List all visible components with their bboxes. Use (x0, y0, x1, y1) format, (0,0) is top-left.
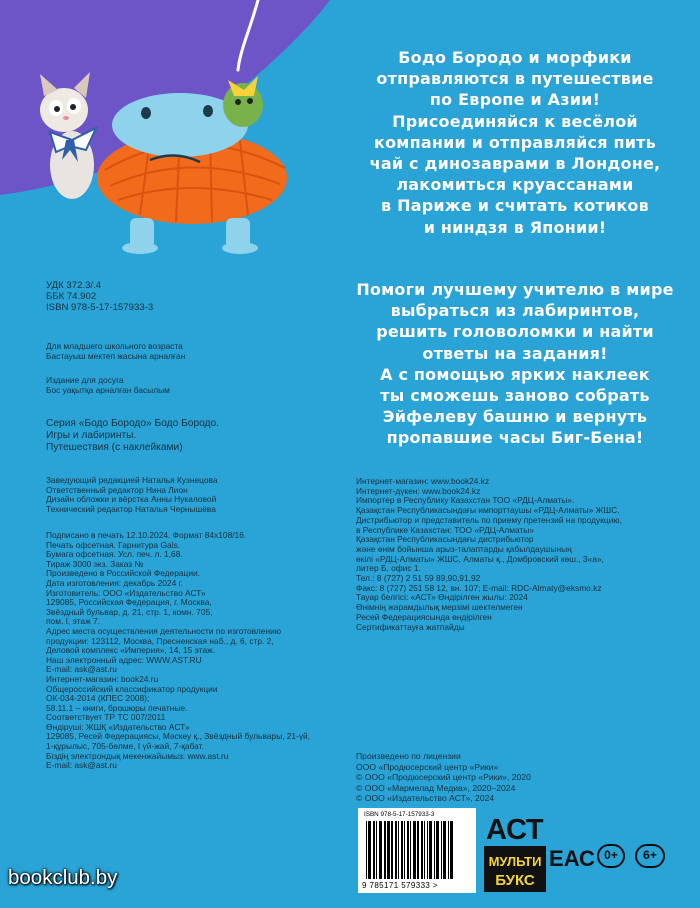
barcode-bar (384, 821, 386, 879)
barcode-bar (379, 821, 382, 879)
distribution-line: өкілі «РДЦ-Алматы» ЖШС, Алматы қ., Домбровский көш., 3«а», (356, 553, 604, 564)
barcode-bar (421, 821, 423, 879)
spec-line: пом. I, этаж 7. (46, 616, 100, 627)
promo-paragraph-2 (330, 279, 700, 449)
spec-line: 129085, Ресей Федерациясы, Мәскеу қ., Звёздный бульвары, 21-үй, (46, 731, 311, 742)
barcode-bar (424, 821, 425, 879)
spec-line: Общероссийский классификатор продукции (46, 683, 218, 694)
copyright-line: © ООО «Мармелад Медиа», 2020–2024 (356, 782, 516, 793)
spec-line: E-mail: ask@ast.ru (46, 664, 117, 675)
barcode-digits: 9 785171 579333 > (362, 881, 438, 890)
barcode-bar (443, 821, 446, 879)
age-note-line: Бастауыш мектеп жасына арналған (46, 350, 186, 361)
spec-line: E-mail: ask@ast.ru (46, 760, 117, 771)
distribution-info (356, 477, 622, 632)
copyright-line: © ООО «Продюсерский центр «Рики», 2020 (356, 772, 531, 782)
series-note (46, 418, 219, 453)
distribution-line: Интернет-магазин: www.book24.kz (356, 476, 490, 486)
isbn-code: ISBN 978-5-17-157933-3 (46, 302, 154, 313)
leisure-note-line: Бос уақытқа арналған басылым (46, 384, 170, 395)
multibuks-logo-bottom: БУКС (495, 872, 535, 889)
spec-line: Соответствует ТР ТС 007/2011 (46, 712, 166, 723)
spec-line: Печать офсетная. Гарнитура Gals. (46, 539, 181, 550)
biblio-codes (46, 280, 153, 313)
spec-line: Наш электронный адрес: WWW.AST.RU (46, 654, 202, 665)
spec-line: Тираж 3000 экз. Заказ № (46, 558, 144, 569)
spec-line: Подписано в печать 12.10.2024. Формат 84х108/16. (46, 530, 247, 540)
barcode-bar (404, 821, 405, 879)
distribution-line: Тел.: 8 (727) 2 51 59 89,90,91,92 (356, 573, 481, 584)
barcode-bar (448, 821, 449, 879)
editorial-staff (46, 476, 218, 514)
barcode-bar (368, 821, 371, 879)
distribution-line: Қазақстан Республикасындағы дистрибьютор (356, 534, 534, 545)
promo-line: ответы на задания! (422, 343, 608, 363)
print-specs (46, 531, 310, 771)
barcode-bar (450, 821, 453, 879)
promo-line: компании и отправляйся пить (374, 132, 656, 152)
distribution-line: Ресей Федерациясында өндірілген (356, 611, 492, 622)
promo-line: Присоединяйся к весёлой (392, 111, 638, 131)
distribution-line: литер Б, офис 1. (356, 563, 421, 574)
distribution-line: Дистрибьютор и представитель по приему претензий на продукцию, (356, 514, 622, 525)
ast-logo-text: ACT (486, 814, 543, 846)
barcode-bar (398, 821, 399, 879)
staff-line: Дизайн обложки и вёрстка Анны Нукаловой (46, 494, 217, 505)
promo-line: ты сможешь заново собрать (380, 386, 650, 406)
promo-line: по Европе и Азии! (429, 90, 601, 110)
multibuks-logo (484, 846, 546, 892)
distribution-line: Тауар белгісі: «АСТ» Өндірілген жылы: 2024 (356, 592, 528, 603)
barcode-bar (391, 821, 393, 879)
promo-line: лакомиться круассанами (396, 175, 634, 195)
distribution-line: Интернет-дүкен: www.book24.kz (356, 485, 481, 496)
barcode-bar (395, 821, 397, 879)
age-note-line: Для младшего школьного возраста (46, 341, 183, 351)
promo-line: решить головоломки и найти (376, 322, 654, 342)
leisure-note-line: Издание для досуга (46, 375, 124, 385)
barcode-bar (410, 821, 411, 879)
promo-line: Эйфелеву башню и вернуть (382, 407, 648, 427)
distribution-line: Қазақстан Республикасындағы импорттаушы «РДЦ-Алматы» ЖШС. (356, 505, 620, 516)
series-line: Путешествия (с наклейками) (46, 441, 183, 453)
promo-line: в Париже и считать котиков (381, 196, 649, 216)
staff-line: Заведующий редакцией Наталья Кузнецова (46, 475, 218, 485)
barcode-bar (401, 821, 403, 879)
spec-line: продукции: 123112, Москва, Пресненская наб., д. 6, стр. 2, (46, 635, 274, 646)
spec-line: 58.11.1 – книги, брошюры печатные. (46, 702, 188, 713)
promo-line: и ниндзя в Японии! (423, 217, 607, 237)
barcode-bar (413, 821, 416, 879)
ast-logo (484, 812, 546, 846)
barcode-bar (417, 821, 419, 879)
copyright-line: ООО «Продюсерский центр «Рики» (356, 761, 499, 772)
spec-line: 1-құрылыс, 705-бөлме, I үй-жай, 7-қабат. (46, 741, 204, 752)
eac-mark-text: ЕАС (549, 846, 595, 871)
barcode-bar (429, 821, 432, 879)
spec-line: Изготовитель: ООО «Издательство АСТ» (46, 587, 206, 598)
watermark: bookclub.by (8, 866, 118, 889)
barcode-isbn-label: ISBN 978-5-17-157933-3 (364, 811, 435, 818)
promo-line: Бодо Бородо и морфики (398, 48, 632, 67)
promo-line: выбраться из лабиринтов, (390, 301, 640, 321)
copyright-line: Произведено по лицензии (356, 751, 461, 761)
spec-line: Адрес места осуществления деятельности по изготовлению (46, 625, 282, 636)
distribution-line: в Республике Казахстан: ТОО «РДЦ-Алматы» (356, 524, 534, 535)
barcode-bars (364, 821, 470, 881)
multibuks-logo-top: МУЛЬТИ (488, 854, 542, 869)
barcode (358, 808, 476, 893)
promo-line: пропавшие часы Биг-Бена! (386, 428, 644, 448)
series-line: Серия «Бодо Бородо» Бодо Бородо. (46, 418, 219, 429)
copyright-line: © ООО «Издательство АСТ», 2024 (356, 793, 495, 803)
spec-line: Интернет-магазин: book24.ru (46, 673, 159, 684)
spec-line: Деловой комплекс «Империя», 14, 15 этаж. (46, 645, 216, 656)
promo-line: Помоги лучшему учителю в мире (356, 280, 674, 299)
bbk-code: ББК 74.902 (46, 291, 97, 302)
promo-line: отправляются в путешествие (376, 69, 654, 89)
distribution-line: Факс: 8 (727) 251 58 12, вн. 107; E-mail: RDC-Almaty@eksmo.kz (356, 582, 602, 593)
spec-line: Дата изготовления: декабрь 2024 г. (46, 577, 183, 588)
spec-line: Біздің электрондық мекенжайымыз: www.ast.ru (46, 750, 229, 761)
promo-line: А с помощью ярких наклеек (380, 364, 650, 384)
leisure-note (46, 376, 170, 395)
barcode-bar (427, 821, 428, 879)
age-rating-0: 0+ (597, 844, 625, 868)
udk-code: УДК 372.3/.4 (46, 280, 102, 291)
barcode-bar (373, 821, 375, 879)
distribution-line: Импортер в Республику Казахстан ТОО «РДЦ-Алматы». (356, 495, 575, 506)
spec-line: 129085, Российская Федерация, г. Москва, (46, 597, 212, 608)
series-line: Игры и лабиринты. (46, 429, 137, 441)
barcode-bar (376, 821, 377, 879)
age-rating-6: 6+ (635, 844, 665, 868)
spec-line: Произведено в Российской Федерации. (46, 568, 201, 579)
barcode-bar (387, 821, 390, 879)
age-note (46, 342, 185, 361)
staff-line: Технический редактор Наталья Чернышёва (46, 503, 216, 514)
staff-line: Ответственный редактор Нина Лион (46, 484, 188, 495)
copyright-notes (356, 751, 531, 804)
barcode-bar (407, 821, 409, 879)
barcode-bar (434, 821, 435, 879)
distribution-line: және өнім бойынша арыз-талаптарды қабылдаушының (356, 543, 572, 554)
barcode-bar (366, 821, 367, 879)
spec-line: ОК-034-2014 (КПЕС 2008); (46, 693, 150, 704)
promo-paragraph-1 (330, 47, 700, 238)
distribution-line: Өнімнің жарамдылық мерзімі шектелмеген (356, 602, 523, 613)
distribution-line: Сертификаттауға жатпайды (356, 621, 465, 632)
eac-mark (549, 844, 595, 871)
spec-line: Звёздный бульвар, д. 21, стр. 1, комн. 705, (46, 606, 213, 617)
spec-line: Бумага офсетная. Усл. печ. л. 1,68. (46, 549, 183, 560)
barcode-bar (441, 821, 442, 879)
spec-line: Өндіруші: ЖШҚ «Издательство АСТ» (46, 721, 190, 732)
promo-line: чай с динозаврами в Лондоне, (369, 154, 661, 174)
barcode-bar (436, 821, 439, 879)
